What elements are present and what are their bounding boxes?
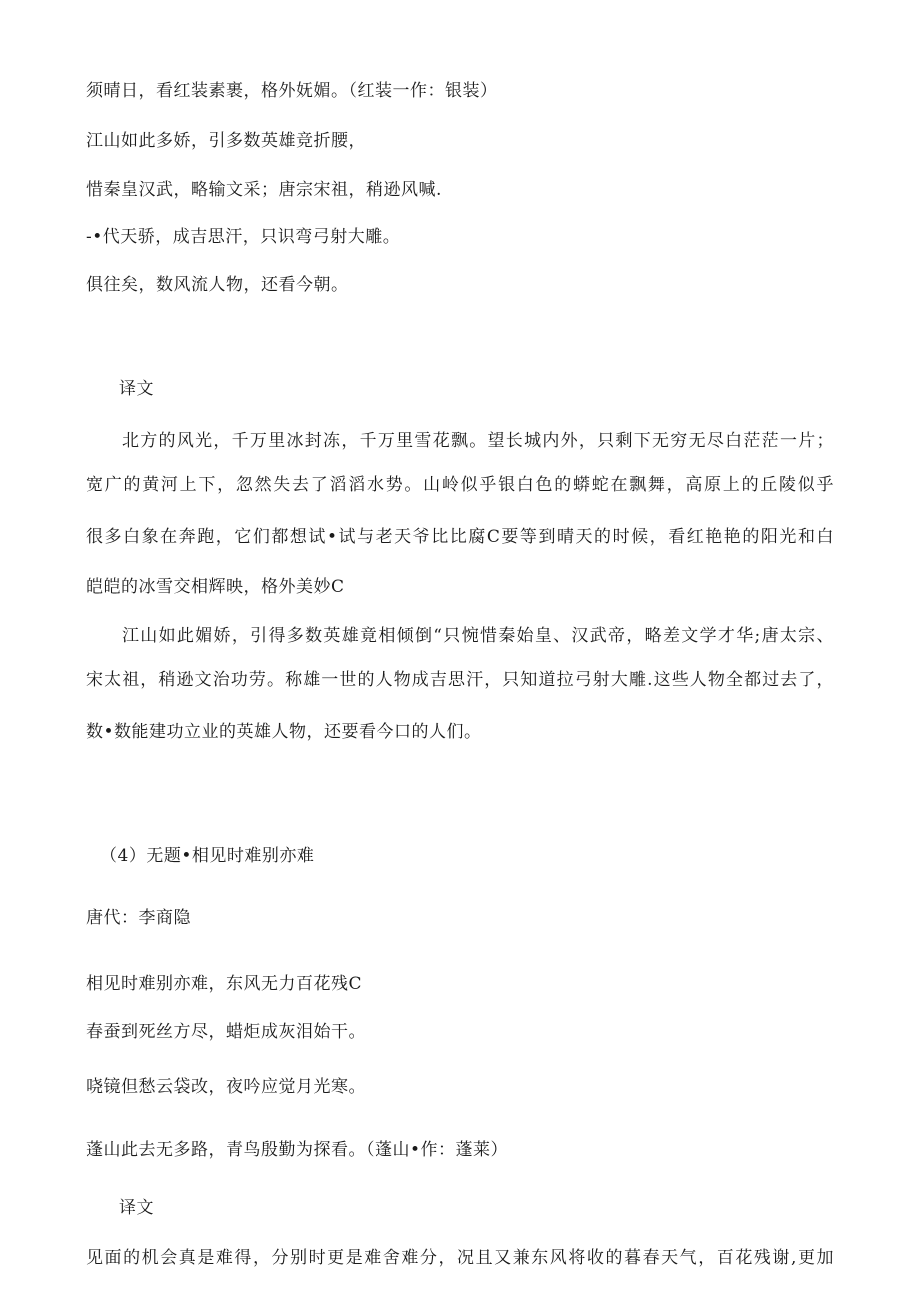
translation-line: 皑皑的冰雪交相辉映，格外美妙C [86, 577, 345, 597]
poem-line: 春蚕到死丝方尽，蜡炬成灰泪始干。 [86, 1022, 366, 1042]
poem-line: 江山如此多娇，引多数英雄竞折腰， [86, 131, 366, 151]
poem-line: 蓬山此去无多路，青鸟殷勤为探看。（蓬山•作：蓬莱） [86, 1140, 509, 1160]
translation-line: 很多白象在奔跑，它们都想试•试与老天爷比比腐C要等到晴天的时候，看红艳艳的阳光和白 [86, 527, 834, 547]
poem-line: -•代天骄，成吉思汗，只识弯弓射大雕。 [86, 227, 401, 247]
translation-line: 见面的机会真是难得，分别时更是难舍难分，况且又兼东风将收的暮春天气，百花残谢,更加 [86, 1248, 834, 1268]
poem-line: 须晴日，看红装素裹，格外妩媚。（红装一作：银装） [86, 81, 498, 101]
translation-heading: 译文 [119, 1198, 154, 1218]
poem-line: 惜秦皇汉武，略输文采；唐宗宋祖，稍逊风喊. [86, 180, 442, 200]
poem-title: （4）无题•相见时难别亦难 [100, 846, 315, 866]
translation-line: 宋太祖，稍逊文治功劳。称雄一世的人物成吉思汗，只知道拉弓射大雕.这些人物全都过去了， [86, 670, 834, 690]
poem-line: 俱往矣，数风流人物，还看今朝。 [86, 275, 349, 295]
translation-line: 宽广的黄河上下，忽然失去了滔滔水势。山岭似乎银白色的蟒蛇在飘舞，高原上的丘陵似乎 [86, 475, 834, 495]
poem-line: 哓镜但愁云袋改，夜吟应觉月光寒。 [86, 1077, 366, 1097]
translation-heading: 译文 [119, 379, 154, 399]
poem-author: 唐代：李商隐 [86, 908, 191, 928]
translation-line: 北方的风光，千万里冰封冻，千万里雪花飘。望长城内外，只剩下无穷无尽白茫茫一片； [122, 431, 834, 451]
translation-line: 江山如此媚娇，引得多数英雄竟相倾倒“只惋惜秦始皇、汉武帝，略差文学才华;唐太宗、 [122, 626, 834, 646]
translation-line: 数•数能建功立业的英雄人物，还要看今口的人们。 [86, 722, 482, 742]
poem-line: 相见时难别亦难，东风无力百花残C [86, 974, 363, 994]
